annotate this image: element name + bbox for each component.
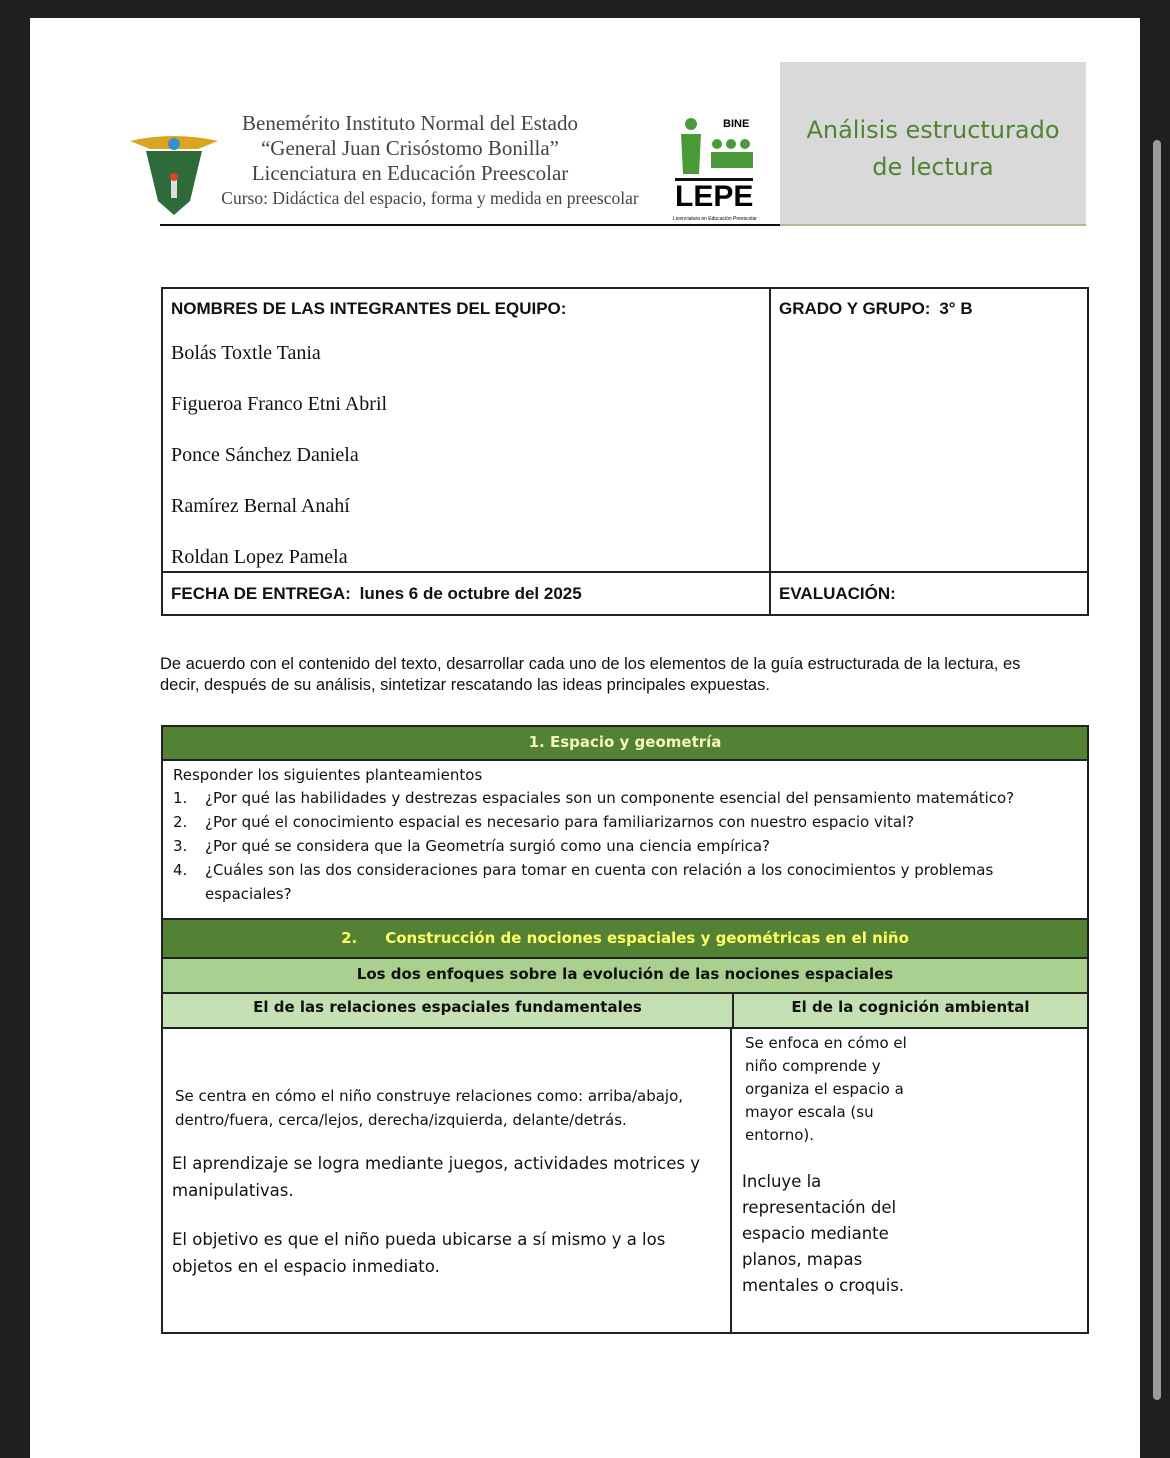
team-names-label: NOMBRES DE LAS INTEGRANTES DEL EQUIPO: [171, 299, 567, 318]
institution-line: Benemérito Instituto Normal del Estado [242, 111, 578, 135]
header-rule [160, 224, 780, 226]
section1-header [161, 725, 1089, 761]
team-info-table [161, 287, 1089, 616]
institution-line: “General Juan Crisóstomo Bonilla” [260, 136, 560, 160]
col1-paragraph: El objetivo es que el niño pueda ubicarse a sí mismo y a los objetos en el espacio inmediato. [172, 1230, 666, 1276]
document-title-box [780, 62, 1086, 226]
question-item [173, 810, 1077, 834]
col2-content [732, 1029, 1087, 1332]
question-number: 1. [173, 789, 188, 807]
section2-header [161, 918, 1089, 959]
document-title: Análisis estructurado de lectura [806, 116, 1060, 181]
question-text: ¿Cuáles son las dos consideraciones para tomar en cuenta con relación a los conocimientos y problemas espaciales? [205, 861, 994, 903]
question-text: ¿Por qué se considera que la Geometría surgió como una ciencia empírica? [205, 837, 771, 855]
section1-title: 1. Espacio y geometría [528, 733, 722, 751]
team-member: Figueroa Franco Etni Abril [171, 393, 388, 415]
section1-body [161, 759, 1089, 920]
team-member: Bolás Toxtle Tania [171, 342, 321, 364]
section2-content [161, 1027, 1089, 1334]
grade-label: GRADO Y GRUPO: [779, 299, 931, 318]
question-item [173, 834, 1077, 858]
question-number: 4. [173, 861, 188, 879]
col2-paragraph: Se enfoca en cómo el niño comprende y organiza el espacio a mayor escala (su entorno). [745, 1034, 907, 1144]
lepe-logo [673, 116, 763, 224]
col1-paragraph: El aprendizaje se logra mediante juegos, actividades motrices y manipulativas. [172, 1154, 700, 1200]
team-member: Ramírez Bernal Anahí [171, 495, 350, 517]
lepe-logo-text: LEPE [675, 180, 754, 213]
section2-number: 2. [341, 929, 358, 947]
team-member: Ponce Sánchez Daniela [171, 444, 359, 466]
question-number: 3. [173, 837, 188, 855]
question-item [173, 786, 1077, 810]
section2-col-headers [161, 992, 1089, 1029]
question-text: ¿Por qué las habilidades y destrezas espaciales son un componente esencial del pensamiento matemático? [205, 789, 1015, 807]
question-text: ¿Por qué el conocimiento espacial es necesario para familiarizarnos con nuestro espacio vital? [205, 813, 915, 831]
instructions-text: De acuerdo con el contenido del texto, desarrollar cada uno de los elementos de la guía estructurada de la lectura, es decir, después de su análisis, sintetizar rescatando las ideas principales expuestas. [160, 655, 1021, 694]
evaluation-label: EVALUACIÓN: [779, 583, 896, 603]
section1-intro: Responder los siguientes planteamientos [173, 766, 483, 784]
col1-content [163, 1029, 732, 1332]
section2-title: Construcción de nociones espaciales y geométricas en el niño [385, 929, 909, 947]
col1-header: El de las relaciones espaciales fundamentales [163, 994, 734, 1027]
scrollbar[interactable] [1153, 140, 1161, 1400]
course-line: Curso: Didáctica del espacio, forma y medida en preescolar [221, 188, 639, 208]
lepe-logo-bine: BINE [723, 118, 750, 130]
team-member: Roldan Lopez Pamela [171, 546, 348, 568]
program-line: Licenciatura en Educación Preescolar [251, 161, 569, 185]
col2-header: El de la cognición ambiental [791, 998, 1030, 1016]
due-date-value: lunes 6 de octubre del 2025 [359, 583, 582, 603]
question-item [173, 858, 1077, 906]
col1-paragraph: Se centra en cómo el niño construye relaciones como: arriba/abajo, dentro/fuera, cerca/lejos, derecha/izquierda, delante/detrás. [175, 1087, 684, 1129]
lepe-logo-sub: Licenciatura en Educación Preescolar [673, 216, 757, 222]
section2-subtitle: Los dos enfoques sobre la evolución de las nociones espaciales [356, 965, 894, 983]
due-date-label: FECHA DE ENTREGA: [171, 583, 351, 603]
section2-subtitle-row [161, 957, 1089, 994]
question-number: 2. [173, 813, 188, 831]
grade-value: 3° B [939, 299, 973, 318]
col2-paragraph: Incluye la representación del espacio mediante planos, mapas mentales o croquis. [742, 1172, 905, 1295]
